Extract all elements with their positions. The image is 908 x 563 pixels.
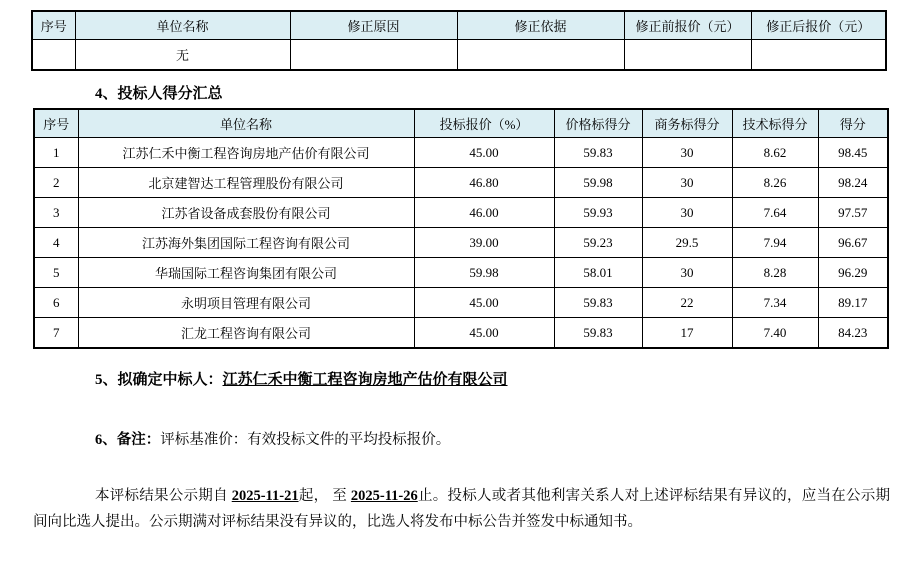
column-header: 得分: [818, 109, 888, 138]
winner-name: 江苏仁禾中衡工程咨询房地产估价有限公司: [222, 372, 508, 388]
table-cell: 北京建智达工程管理股份有限公司: [78, 168, 414, 198]
table-cell: 4: [34, 228, 78, 258]
table-cell: 7.40: [732, 318, 818, 349]
table-cell: 59.93: [554, 198, 642, 228]
column-header: 修正原因: [290, 11, 457, 40]
column-header: 序号: [34, 109, 78, 138]
table-row: [34, 228, 888, 258]
table-cell: [751, 40, 886, 71]
table-row: [34, 288, 888, 318]
table-cell: 永明项目管理有限公司: [78, 288, 414, 318]
table-cell: 汇龙工程咨询有限公司: [78, 318, 414, 349]
notice-text: 本评标结果公示期自: [95, 488, 232, 504]
column-header: 修正前报价（元）: [624, 11, 751, 40]
table-cell: 59.83: [554, 318, 642, 349]
column-header: 投标报价（%）: [414, 109, 554, 138]
table-cell: 45.00: [414, 288, 554, 318]
notice-text: 止。投标人或者其他利害关系人对上述评标结果有异议的，应当在公示期间向比选人提出。公示期满对评标结果没有异议的，比选人将发布中标公告并签发中标通知书。: [33, 488, 891, 530]
table-cell: 30: [642, 258, 732, 288]
table-cell: 30: [642, 138, 732, 168]
table-cell: [624, 40, 751, 71]
table-cell: 22: [642, 288, 732, 318]
table-row: [34, 258, 888, 288]
table-cell: 58.01: [554, 258, 642, 288]
publicity-end-date: 2025-11-26: [350, 488, 418, 504]
table-cell: 29.5: [642, 228, 732, 258]
column-header: 技术标得分: [732, 109, 818, 138]
table-cell: 98.24: [818, 168, 888, 198]
table-cell: [32, 40, 75, 71]
table-cell: 46.00: [414, 198, 554, 228]
table-cell: 97.57: [818, 198, 888, 228]
table-cell: 59.23: [554, 228, 642, 258]
section5-winner-line: [95, 370, 908, 391]
score-summary-table: [33, 108, 889, 349]
column-header: 修正后报价（元）: [751, 11, 886, 40]
table-cell: 3: [34, 198, 78, 228]
table-cell: 89.17: [818, 288, 888, 318]
table-cell: 59.83: [554, 138, 642, 168]
table-cell: 45.00: [414, 138, 554, 168]
table-row: [34, 198, 888, 228]
table-cell: 7: [34, 318, 78, 349]
table-cell: 7.94: [732, 228, 818, 258]
table-cell: 39.00: [414, 228, 554, 258]
table-cell: 江苏省设备成套股份有限公司: [78, 198, 414, 228]
remark-label: 6、备注：: [95, 432, 161, 448]
column-header: 单位名称: [75, 11, 290, 40]
table-cell: 8.26: [732, 168, 818, 198]
table-cell: 59.98: [414, 258, 554, 288]
column-header: 序号: [32, 11, 75, 40]
table-cell: 7.64: [732, 198, 818, 228]
column-header: 单位名称: [78, 109, 414, 138]
table-cell: 59.83: [554, 288, 642, 318]
table-cell: 98.45: [818, 138, 888, 168]
score-table-body: [34, 138, 888, 349]
bid-evaluation-document: [0, 10, 908, 563]
table-cell: 30: [642, 168, 732, 198]
table-cell: 8.62: [732, 138, 818, 168]
correction-table-body: [32, 40, 886, 71]
table-cell: 2: [34, 168, 78, 198]
table-row: [34, 168, 888, 198]
table-row: [34, 138, 888, 168]
table-row: [32, 40, 886, 71]
table-cell: 84.23: [818, 318, 888, 349]
table-cell: 7.34: [732, 288, 818, 318]
correction-table: [31, 10, 887, 71]
column-header: 商务标得分: [642, 109, 732, 138]
table-cell: 8.28: [732, 258, 818, 288]
table-cell: 华瑞国际工程咨询集团有限公司: [78, 258, 414, 288]
publicity-notice-paragraph: [33, 483, 890, 535]
remark-text: 评标基准价：有效投标文件的平均投标报价。: [160, 432, 451, 448]
correction-table-header: [32, 11, 886, 40]
winner-label: 5、拟确定中标人：: [95, 372, 223, 388]
table-cell: 江苏仁禾中衡工程咨询房地产估价有限公司: [78, 138, 414, 168]
table-cell: [290, 40, 457, 71]
section6-remark-line: [95, 430, 908, 450]
table-cell: 45.00: [414, 318, 554, 349]
notice-text: 起， 至: [298, 488, 351, 504]
table-cell: [457, 40, 624, 71]
table-cell: 江苏海外集团国际工程咨询有限公司: [78, 228, 414, 258]
table-cell: 59.98: [554, 168, 642, 198]
publicity-start-date: 2025-11-21: [231, 488, 299, 504]
score-table-header: [34, 109, 888, 138]
table-cell: 1: [34, 138, 78, 168]
table-cell: 17: [642, 318, 732, 349]
table-cell: 96.29: [818, 258, 888, 288]
section4-heading: 4、投标人得分汇总: [95, 86, 223, 102]
table-cell: 30: [642, 198, 732, 228]
table-cell: 无: [75, 40, 290, 71]
table-cell: 6: [34, 288, 78, 318]
column-header: 价格标得分: [554, 109, 642, 138]
table-row: [34, 318, 888, 349]
table-cell: 5: [34, 258, 78, 288]
column-header: 修正依据: [457, 11, 624, 40]
table-cell: 46.80: [414, 168, 554, 198]
table-cell: 96.67: [818, 228, 888, 258]
